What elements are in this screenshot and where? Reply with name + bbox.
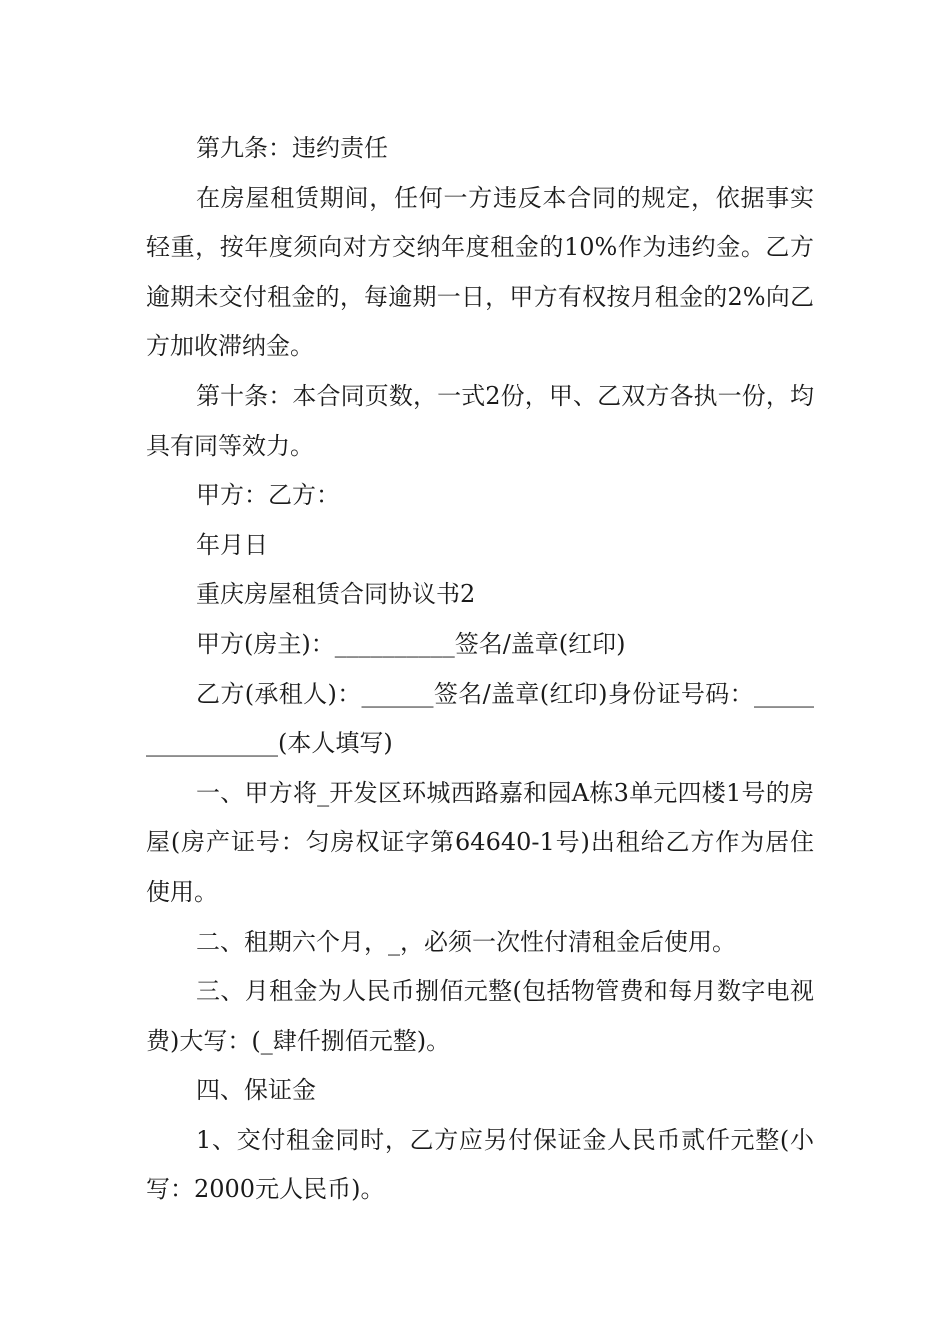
article-nine-heading: 第九条：违约责任 [196,134,388,162]
clause-two-paragraph: 二、租期六个月，_，必须一次性付清租金后使用。 [196,927,736,956]
party-signature-line: 甲方：乙方： [196,481,340,510]
clause-one-paragraph: 一、甲方将_开发区环城西路嘉和园A栋3单元四楼1号的房屋(房产证号：匀房权证字第64640-1号)出租给乙方作为居住使用。 [146,778,814,906]
tenant-line: 乙方(承租人)：______签名/盖章(红印)身份证号码：________________(本人填写) [146,679,814,758]
contract-title: 重庆房屋租赁合同协议书2 [196,580,476,609]
breach-liability-paragraph: 在房屋租赁期间，任何一方违反本合同的规定，依据事实轻重，按年度须向对方交纳年度租金的10%作为违约金。乙方逾期未交付租金的，每逾期一日，甲方有权按月租金的2%向乙方加收滞纳金。 [146,183,814,361]
deposit-paragraph: 1、交付租金同时，乙方应另付保证金人民币贰仟元整(小写：2000元人民币)。 [146,1125,814,1204]
date-line: 年月日 [196,530,268,559]
clause-four-heading: 四、保证金 [196,1076,316,1105]
document-body [146,124,814,1215]
clause-three-paragraph: 三、月租金为人民币捌佰元整(包括物管费和每月数字电视费)大写：(_肆仟捌佰元整)。 [146,977,814,1055]
article-ten-paragraph: 第十条：本合同页数，一式2份，甲、乙双方各执一份，均具有同等效力。 [146,381,814,460]
landlord-line: 甲方(房主)：__________签名/盖章(红印) [196,629,626,658]
